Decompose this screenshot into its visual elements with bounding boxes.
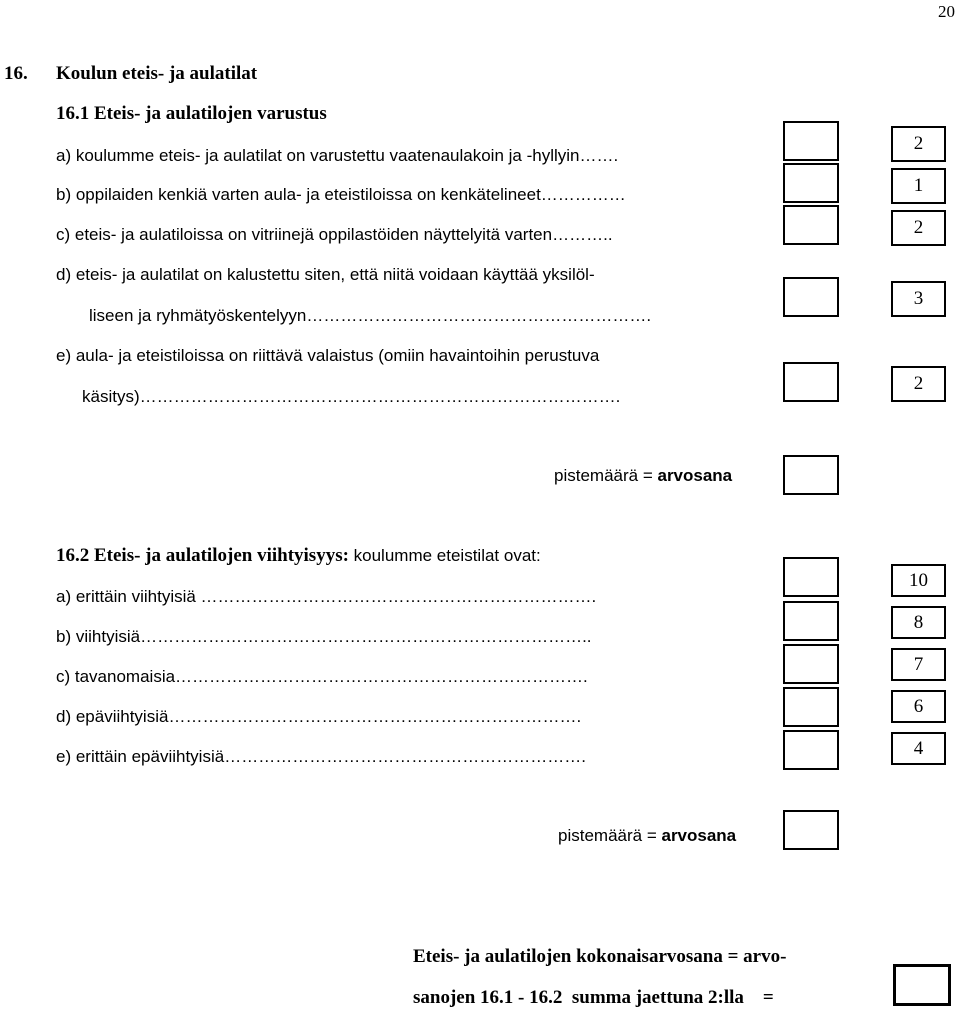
part2-item-a: a) erittäin viihtyisiä ……………………………………………………………. bbox=[56, 587, 597, 606]
part1-result-box[interactable] bbox=[783, 455, 839, 495]
part1-score-c: 2 bbox=[891, 210, 946, 246]
page-number: 20 bbox=[938, 2, 955, 21]
part1-item-a: a) koulumme eteis- ja aulatilat on varustettu vaatenaulakoin ja -hyllyin……. bbox=[56, 146, 619, 165]
part1-score-e: 2 bbox=[891, 366, 946, 402]
part1-checkbox-b[interactable] bbox=[783, 163, 839, 203]
part2-score-column bbox=[891, 564, 946, 765]
part2-result-box[interactable] bbox=[783, 810, 839, 850]
part1-heading: 16.1 Eteis- ja aulatilojen varustus bbox=[56, 103, 327, 124]
total-line-2: sanojen 16.1 - 16.2 summa jaettuna 2:lla = bbox=[413, 987, 774, 1008]
part2-result-word: arvosana bbox=[661, 826, 737, 845]
part2-checkbox-b[interactable] bbox=[783, 601, 839, 641]
part2-score-a: 10 bbox=[891, 564, 946, 597]
part2-checkbox-c[interactable] bbox=[783, 644, 839, 684]
part2-score-b: 8 bbox=[891, 606, 946, 639]
part1-score-d: 3 bbox=[891, 281, 946, 317]
part1-result-label: pistemäärä = bbox=[554, 466, 658, 485]
part2-score-d: 6 bbox=[891, 690, 946, 723]
part2-item-b: b) viihtyisiä…………………………………………………………………….. bbox=[56, 627, 592, 646]
part1-item-d-line2: liseen ja ryhmätyöskentelyyn……………………………………………………. bbox=[89, 306, 652, 325]
part2-score-c: 7 bbox=[891, 648, 946, 681]
part1-checkbox-a[interactable] bbox=[783, 121, 839, 161]
part1-item-d-line1: d) eteis- ja aulatilat on kalustettu siten, että niitä voidaan käyttää yksilöl- bbox=[56, 265, 595, 284]
total-line-1: Eteis- ja aulatilojen kokonaisarvosana = arvo- bbox=[413, 946, 787, 967]
part2-result-label: pistemäärä = bbox=[558, 826, 662, 845]
part2-checkbox-a[interactable] bbox=[783, 557, 839, 597]
part1-checkbox-c[interactable] bbox=[783, 205, 839, 245]
part2-item-d: d) epäviihtyisiä………………………………………………………………. bbox=[56, 707, 582, 726]
part1-item-b: b) oppilaiden kenkiä varten aula- ja eteistiloissa on kenkätelineet…………… bbox=[56, 185, 626, 204]
part2-item-e: e) erittäin epäviihtyisiä………………………………………………………. bbox=[56, 747, 586, 766]
total-result-box[interactable] bbox=[893, 964, 951, 1006]
part2-checkbox-e[interactable] bbox=[783, 730, 839, 770]
section-number: 16. bbox=[4, 63, 28, 84]
part2-heading-bold: 16.2 Eteis- ja aulatilojen viihtyisyys: bbox=[56, 545, 349, 566]
part2-heading bbox=[56, 545, 541, 567]
part2-score-e: 4 bbox=[891, 732, 946, 765]
part1-result-row bbox=[554, 466, 732, 486]
part2-result-row bbox=[558, 826, 736, 846]
part2-item-c: c) tavanomaisia………………………………………………………………. bbox=[56, 667, 588, 686]
part1-score-a: 2 bbox=[891, 126, 946, 162]
part1-result-word: arvosana bbox=[657, 466, 733, 485]
part1-score-b: 1 bbox=[891, 168, 946, 204]
part1-item-c: c) eteis- ja aulatiloissa on vitriinejä oppilastöiden näyttelyitä varten……….. bbox=[56, 225, 613, 244]
part1-item-e-line1: e) aula- ja eteistiloissa on riittävä valaistus (omiin havaintoihin perustuva bbox=[56, 346, 600, 365]
part2-heading-rest: koulumme eteistilat ovat: bbox=[348, 546, 541, 565]
section-title: Koulun eteis- ja aulatilat bbox=[56, 63, 258, 84]
part1-item-e-line2: käsitys)…………………………………………………………………………. bbox=[82, 387, 621, 406]
part1-checkbox-d[interactable] bbox=[783, 277, 839, 317]
part2-checkbox-d[interactable] bbox=[783, 687, 839, 727]
part1-checkbox-e[interactable] bbox=[783, 362, 839, 402]
